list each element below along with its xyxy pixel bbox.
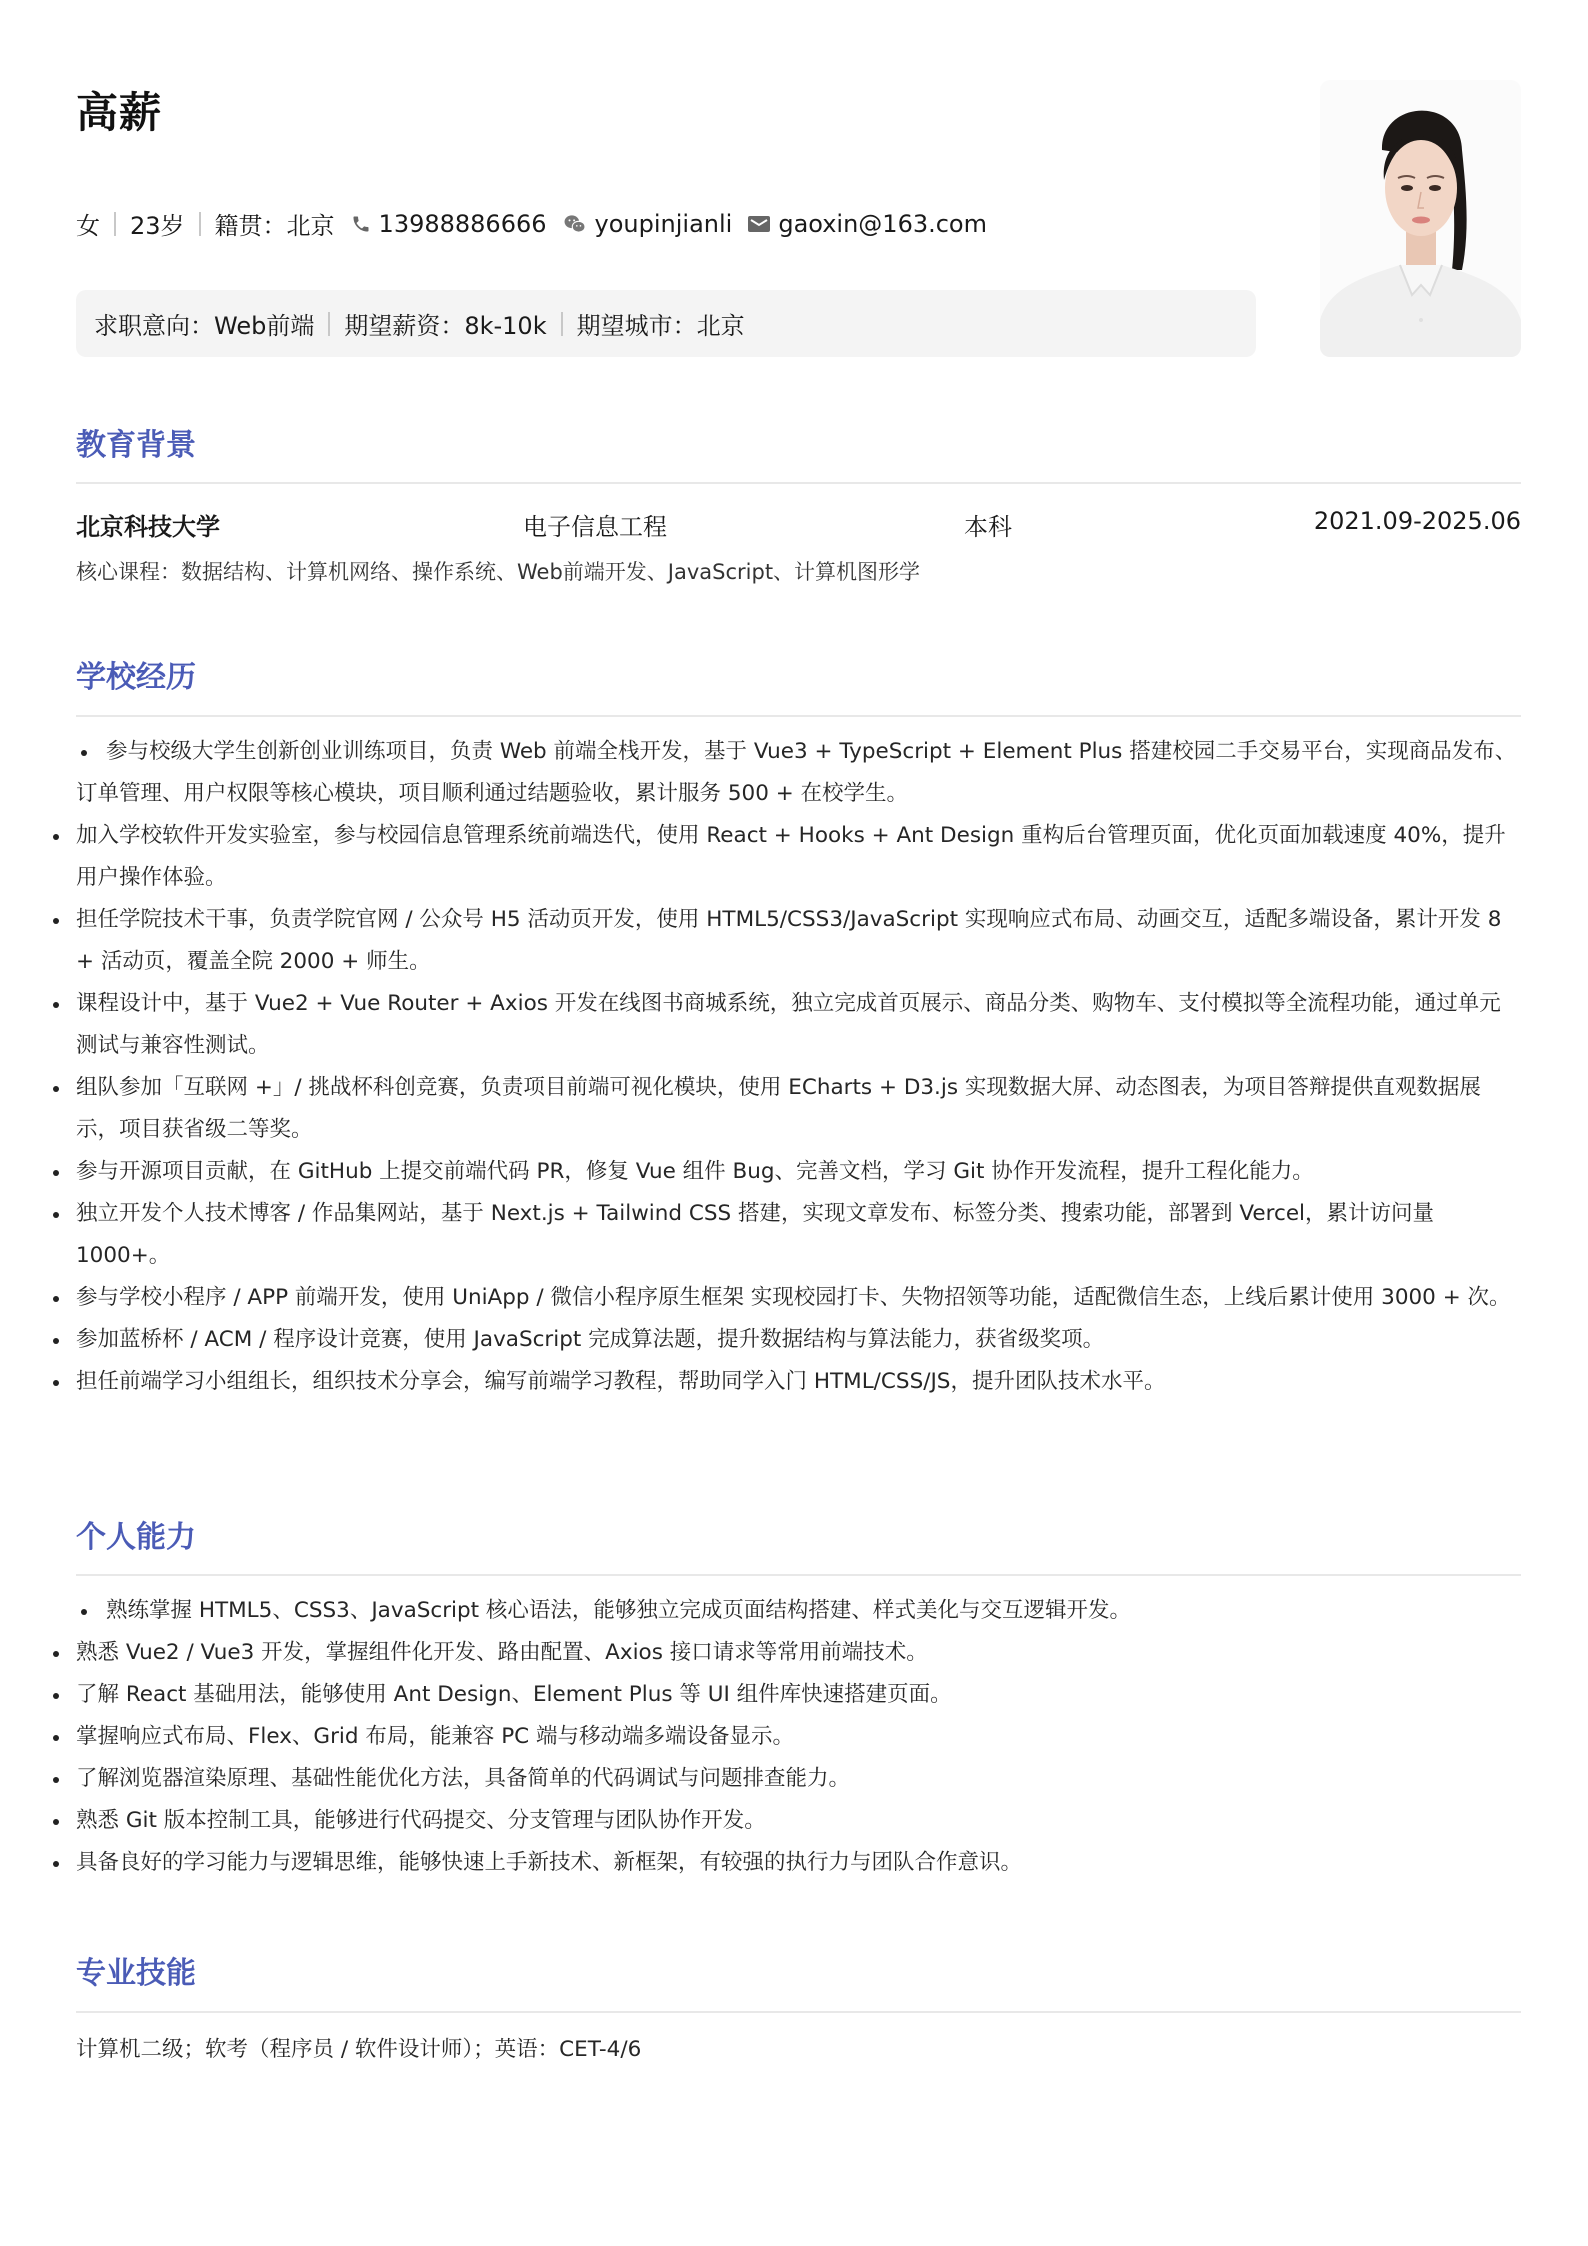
list-item: 加入学校软件开发实验室，参与校园信息管理系统前端迭代，使用 React + Hooks + Ant Design 重构后台管理页面，优化页面加载速度 40%，提升用户操作体验。 xyxy=(76,815,1521,899)
list-item: 担任前端学习小组组长，组织技术分享会，编写前端学习教程，帮助同学入门 HTML/CSS/JS，提升团队技术水平。 xyxy=(76,1361,1521,1403)
list-item: 掌握响应式布局、Flex、Grid 布局，能兼容 PC 端与移动端多端设备显示。 xyxy=(76,1716,1521,1758)
list-item: 组队参加「互联网 +」/ 挑战杯科创竞赛，负责项目前端可视化模块，使用 ECharts + D3.js 实现数据大屏、动态图表，为项目答辩提供直观数据展示，项目获省级二等奖。 xyxy=(76,1067,1521,1151)
section-divider xyxy=(76,1574,1521,1576)
intent-city: 期望城市：北京 xyxy=(576,312,745,340)
email-icon xyxy=(748,215,770,233)
age: 23岁 xyxy=(130,212,185,240)
list-item: 参与学校小程序 / APP 前端开发，使用 UniApp / 微信小程序原生框架 实现校园打卡、失物招领等功能，适配微信生态，上线后累计使用 3000 + 次。 xyxy=(76,1277,1521,1319)
core-courses: 核心课程：数据结构、计算机网络、操作系统、Web前端开发、JavaScript、计算机图形学 xyxy=(76,560,921,584)
hometown: 籍贯：北京 xyxy=(214,212,335,240)
candidate-name: 高薪 xyxy=(76,88,163,137)
section-title-education: 教育背景 xyxy=(76,428,196,463)
phone-number: 13988886666 xyxy=(378,209,547,238)
education-entry xyxy=(76,507,1521,539)
section-divider xyxy=(76,482,1521,484)
intent-salary: 期望薪资：8k-10k xyxy=(344,312,547,340)
separator xyxy=(561,312,563,336)
list-item: 课程设计中，基于 Vue2 + Vue Router + Axios 开发在线图书商城系统，独立完成首页展示、商品分类、购物车、支付模拟等全流程功能，通过单元测试与兼容性测试。 xyxy=(76,983,1521,1067)
school-experience-list xyxy=(76,731,1521,1403)
major: 电子信息工程 xyxy=(523,513,667,541)
education-dates: 2021.09-2025.06 xyxy=(1313,507,1521,535)
section-title-school-experience: 学校经历 xyxy=(76,660,196,695)
section-divider xyxy=(76,2011,1521,2013)
list-item: 参加蓝桥杯 / ACM / 程序设计竞赛，使用 JavaScript 完成算法题，提升数据结构与算法能力，获省级奖项。 xyxy=(76,1319,1521,1361)
personal-info-row xyxy=(76,206,987,241)
gender: 女 xyxy=(76,212,100,240)
profile-photo xyxy=(1320,80,1521,357)
list-item: 担任学院技术干事，负责学院官网 / 公众号 H5 活动页开发，使用 HTML5/CSS3/JavaScript 实现响应式布局、动画交互，适配多端设备，累计开发 8 + 活动页，覆盖全院 2000 + 师生。 xyxy=(76,899,1521,983)
separator xyxy=(328,312,330,336)
list-item: 熟悉 Vue2 / Vue3 开发，掌握组件化开发、路由配置、Axios 接口请求等常用前端技术。 xyxy=(76,1632,1521,1674)
wechat-id: youpinjianli xyxy=(594,209,733,238)
wechat-icon xyxy=(563,214,587,234)
list-item: 参与校级大学生创新创业训练项目，负责 Web 前端全栈开发，基于 Vue3 + TypeScript + Element Plus 搭建校园二手交易平台，实现商品发布、订单管理、用户权限等核心模块，项目顺利通过结题验收，累计服务 500 + 在校学生。 xyxy=(76,731,1521,815)
intent-position: 求职意向：Web前端 xyxy=(94,312,315,340)
degree: 本科 xyxy=(964,513,1012,541)
list-item: 参与开源项目贡献，在 GitHub 上提交前端代码 PR，修复 Vue 组件 Bug、完善文档，学习 Git 协作开发流程，提升工程化能力。 xyxy=(76,1151,1521,1193)
abilities-list xyxy=(76,1590,1521,1884)
list-item: 独立开发个人技术博客 / 作品集网站，基于 Next.js + Tailwind CSS 搭建，实现文章发布、标签分类、搜索功能，部署到 Vercel，累计访问量 1000+。 xyxy=(76,1193,1521,1277)
section-divider xyxy=(76,715,1521,717)
list-item: 熟练掌握 HTML5、CSS3、JavaScript 核心语法，能够独立完成页面结构搭建、样式美化与交互逻辑开发。 xyxy=(76,1590,1521,1632)
list-item: 了解 React 基础用法，能够使用 Ant Design、Element Plus 等 UI 组件库快速搭建页面。 xyxy=(76,1674,1521,1716)
list-item: 具备良好的学习能力与逻辑思维，能够快速上手新技术、新框架，有较强的执行力与团队合作意识。 xyxy=(76,1842,1521,1884)
section-title-skills: 专业技能 xyxy=(76,1956,196,1991)
school-name: 北京科技大学 xyxy=(76,513,220,541)
phone-icon xyxy=(351,213,371,235)
section-title-abilities: 个人能力 xyxy=(76,1520,196,1555)
job-intent-box xyxy=(76,290,1256,357)
separator xyxy=(199,212,201,236)
list-item: 了解浏览器渲染原理、基础性能优化方法，具备简单的代码调试与问题排查能力。 xyxy=(76,1758,1521,1800)
portrait-image xyxy=(1320,80,1521,357)
email-address: gaoxin@163.com xyxy=(778,209,987,238)
skills-text: 计算机二级；软考（程序员 / 软件设计师）；英语：CET-4/6 xyxy=(76,2037,642,2062)
separator xyxy=(114,212,116,236)
list-item: 熟悉 Git 版本控制工具，能够进行代码提交、分支管理与团队协作开发。 xyxy=(76,1800,1521,1842)
